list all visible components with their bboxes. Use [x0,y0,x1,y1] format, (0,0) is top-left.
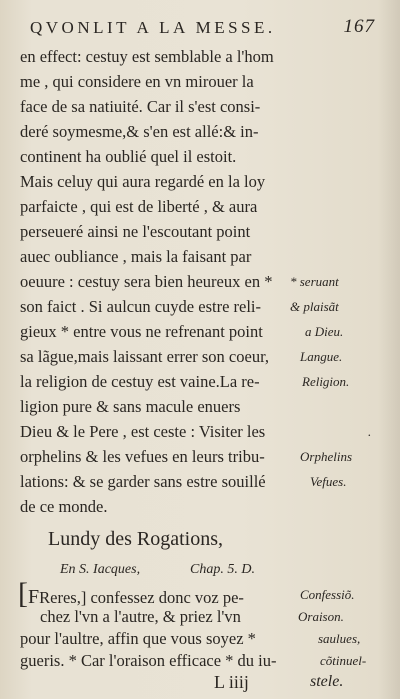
signature-mark: L iiij [214,672,249,692]
margin-note: saulues, [318,631,361,646]
running-head [30,18,375,44]
margin-note: Langue. [300,349,343,364]
margin-note: a Dieu. [305,324,344,339]
margin-note: * seruant [290,274,339,289]
text-line: ligion pure & sans macule enuers [20,397,241,416]
catchword: stele. [310,673,344,690]
margin-note: Orphelins [300,449,352,464]
text-line: Dieu & le Pere , est ceste : Visiter les [20,422,266,441]
text-line: orphelins & les vefues en leurs tribu- [20,447,265,466]
section-line: chez l'vn a l'autre, & priez l'vn [40,607,241,626]
text-line: lations: & se garder sans estre souillé [20,472,266,491]
text-line: face de sa natiuité. Car il s'est consi- [20,97,261,116]
page-edge-shadow [378,0,400,699]
text-line: en effect: cestuy est semblable a l'hom [20,47,274,66]
source-reference: En S. Iacques, [60,562,141,577]
text-line: sa lãgue,mais laissant errer son coeur, [20,347,270,366]
section-line: gueris. * Car l'oraison efficace * du iu- [20,651,277,670]
text-line: perseueré ainsi ne l'escoutant point [20,222,251,241]
open-bracket: [ [18,577,28,610]
section-line: pour l'aultre, affin que vous soyez * [20,629,256,648]
margin-note: cõtinuel- [320,653,367,668]
text-line: parfaicte , qui est de liberté , & aura [20,197,258,216]
drop-capital: F [28,586,40,608]
margin-note: Oraison. [298,609,344,624]
text-line: oeuure : cestuy sera bien heureux en * [20,272,273,291]
text-line: la religion de cestuy est vaine.La re- [20,372,260,391]
text-line: me , qui considere en vn mirouer la [20,72,254,91]
text-line: deré soymesme,& s'en est allé:& in- [20,122,259,141]
section-first-line [18,577,244,610]
margin-note: . [368,424,372,439]
folio-number: 167 [343,16,375,37]
running-head-title: QVONLIT A LA MESSE. [30,18,276,37]
margin-note: Confessiõ. [300,587,355,602]
section-heading: Lundy des Rogations, [48,528,223,550]
text-line: de ce monde. [20,497,108,516]
text-line: auec oubliance , mais la faisant par [20,247,252,266]
margin-note: Vefues. [310,474,347,489]
text-line: Mais celuy qui aura regardé en la loy [20,172,266,191]
chapter-reference: Chap. 5. D. [190,562,255,577]
text-line: son faict . Si aulcun cuyde estre reli- [20,297,261,316]
margin-note: & plaisãt [290,299,339,314]
text-line: gieux * entre vous ne refrenant point [20,322,263,341]
margin-note: Religion. [302,374,350,389]
section-line: Reres,] confessez donc voz pe- [39,588,244,607]
text-line: continent ha oublié quel il estoit. [20,147,237,166]
